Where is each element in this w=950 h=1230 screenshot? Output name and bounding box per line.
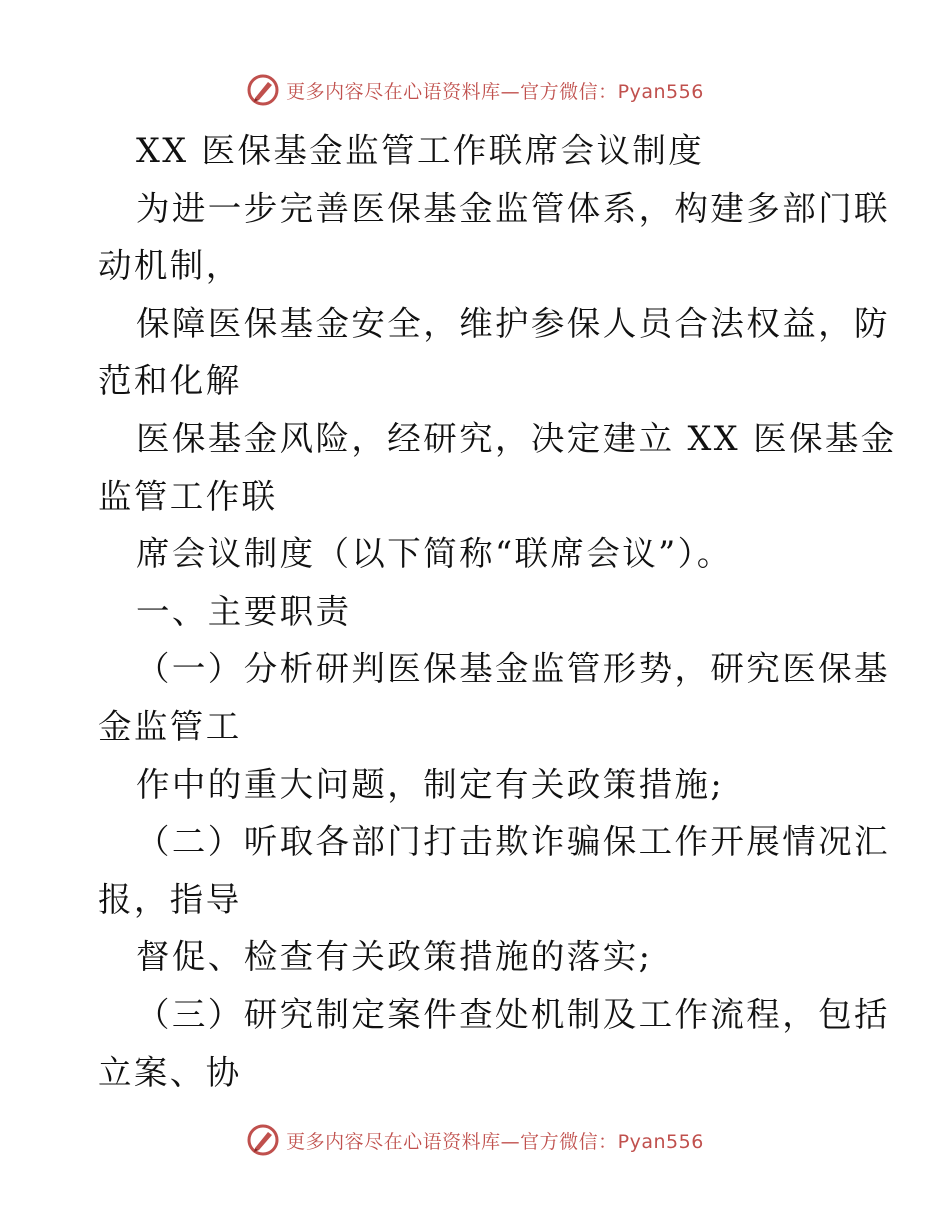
pen-circle-logo-icon <box>246 73 280 107</box>
text-line: （一）分析研判医保基金监管形势，研究医保基 <box>136 649 890 689</box>
footer-watermark-banner <box>0 1120 950 1160</box>
text-line: （二）听取各部门打击欺诈骗保工作开展情况汇 <box>136 822 890 862</box>
text-line: （三）研究制定案件查处机制及工作流程，包括 <box>136 994 890 1034</box>
header-watermark-banner <box>0 70 950 110</box>
watermark-text: 更多内容尽在心语资料库—官方微信：Pyan556 <box>286 1130 704 1153</box>
text-line: 报，指导 <box>98 879 242 919</box>
text-line: 监管工作联 <box>98 476 278 516</box>
text-line: 作中的重大问题，制定有关政策措施; <box>136 764 725 804</box>
text-line: 范和化解 <box>98 361 242 401</box>
text-line: 席会议制度（以下简称“联席会议”）。 <box>136 534 733 574</box>
text-line: 督促、检查有关政策措施的落实; <box>136 937 653 977</box>
text-line: 立案、协 <box>98 1052 242 1092</box>
text-line: 医保基金风险，经研究，决定建立 XX 医保基金 <box>136 418 897 458</box>
text-line: 保障医保基金安全，维护参保人员合法权益，防 <box>136 303 890 343</box>
banner-content <box>246 1123 704 1157</box>
pen-circle-logo-icon <box>246 1123 280 1157</box>
document-title: XX 医保基金监管工作联席会议制度 <box>136 131 705 170</box>
text-line: 一、主要职责 <box>136 591 352 631</box>
text-line: 动机制， <box>98 246 242 286</box>
text-line: 为进一步完善医保基金监管体系，构建多部门联 <box>136 188 890 228</box>
text-line: 金监管工 <box>98 706 242 746</box>
document-body <box>98 122 897 1101</box>
watermark-text: 更多内容尽在心语资料库—官方微信：Pyan556 <box>286 80 704 103</box>
banner-content <box>246 73 704 107</box>
